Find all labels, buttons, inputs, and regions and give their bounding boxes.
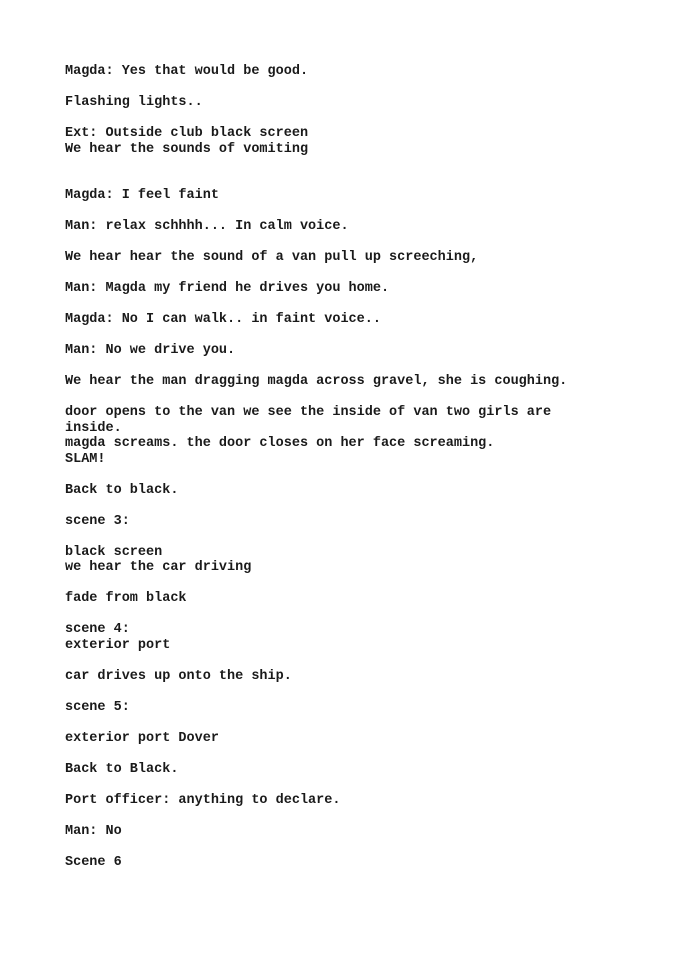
script-line: door opens to the van we see the inside of van two girls are (65, 405, 552, 420)
script-line: magda screams. the door closes on her face screaming. (65, 436, 495, 451)
script-line: Magda: I feel faint (65, 188, 219, 203)
script-line: Man: No (65, 823, 122, 839)
script-line: Back to black. (65, 482, 179, 498)
script-line: Port officer: anything to declare. (65, 792, 341, 808)
script-line: Man: relax schhhh... In calm voice. (65, 219, 349, 234)
script-line: Back to Black. (65, 761, 179, 777)
script-line: Man: No we drive you. (65, 343, 236, 358)
script-line: black screen (65, 544, 163, 560)
script-line: SLAM! (65, 451, 106, 467)
script-line: car drives up onto the ship. (65, 668, 292, 684)
script-line: We hear hear the sound of a van pull up screeching, (65, 250, 479, 265)
script-line: scene 3: (65, 513, 130, 529)
script-line: Man: Magda my friend he drives you home. (65, 281, 390, 296)
script-line: exterior port Dover (65, 730, 219, 746)
script-text (65, 64, 625, 870)
script-line: Scene 6 (65, 854, 122, 870)
script-line: Magda: Yes that would be good. (65, 64, 309, 79)
script-line: scene 4: (65, 622, 130, 637)
script-line: exterior port (65, 637, 171, 653)
script-line: Flashing lights.. (65, 95, 203, 110)
script-line: We hear the sounds of vomiting (65, 141, 309, 157)
script-line: Magda: No I can walk.. in faint voice.. (65, 312, 381, 327)
script-line: Ext: Outside club black screen (65, 126, 309, 141)
script-line: we hear the car driving (65, 560, 252, 575)
script-line: We hear the man dragging magda across gravel, she is coughing. (65, 374, 568, 389)
script-line: fade from black (65, 591, 187, 606)
script-line: inside. (65, 420, 122, 436)
script-line: scene 5: (65, 699, 130, 715)
